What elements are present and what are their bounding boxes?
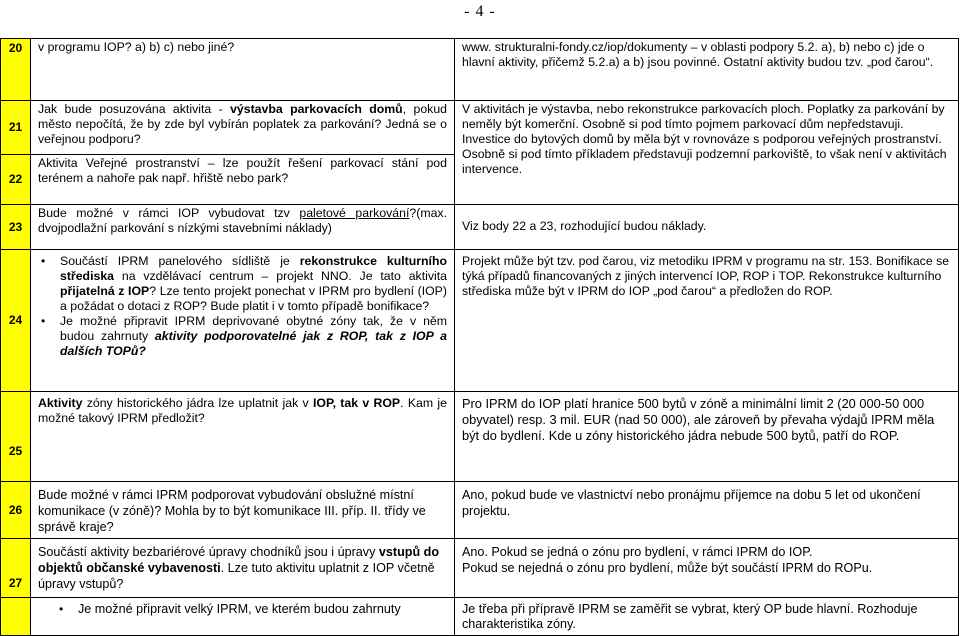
row-number: 25: [1, 392, 31, 482]
bullet-list: [38, 254, 447, 359]
question-emphasis: přijatelná z IOP: [60, 284, 150, 298]
answer-text: V aktivitách je výstavba, nebo rekonstrukce parkovacích ploch. Poplatky za parkování by neměly být komerční. Osobně si pod tímto pojmem parkovací dům nepředstavuji. Investice do bytových domů by měla být v rovnováze s podporou veřejných prostranství.: [462, 102, 945, 146]
question-cell: [31, 101, 455, 155]
answer-text: Ano. Pokud se jedná o zónu pro bydlení, v rámci IPRM do IOP.: [462, 545, 813, 559]
question-cell: [31, 205, 455, 250]
question-emphasis: vstupů do objektů občanské vybavenosti: [38, 545, 440, 575]
answer-cell: [455, 539, 959, 598]
answer-cell: [455, 250, 959, 392]
table-row: [1, 101, 959, 155]
question-emphasis: IOP, tak v ROP: [312, 396, 401, 410]
question-text: na vzdělávací centrum – projekt NNO. Je tato aktivita: [114, 269, 447, 283]
table-row: [1, 392, 959, 482]
answer-text: www. strukturalni-fondy.cz/iop/dokumenty – v oblasti podpory 5.2. a), b) nebo c) jde o hlavní aktivity, přičemž 5.2.a) a b) jsou povinné. Ostatní aktivity budou tzv. „pod čarou“.: [462, 40, 934, 69]
answer-text: Projekt může být tzv. pod čarou, viz metodiku IPRM v programu na str. 153. Bonifikace se týká případů financovaných z jiných intervencí IOP, ROP i TOP. Rekonstrukce kulturního střediska může být v IPRM do IOP „pod čarou“ a předložen do ROP.: [462, 254, 950, 298]
row-number: 24: [1, 250, 31, 392]
question-emphasis: výstavba parkovacích domů: [230, 102, 403, 116]
answer-text: Viz body 22 a 23, rozhodující budou náklady.: [462, 218, 707, 233]
answer-cell: [455, 482, 959, 539]
list-item: [60, 254, 447, 314]
question-text: Je možné připravit IPRM deprivované obytné zóny tak, že v něm budou zahrnuty: [60, 314, 447, 343]
table-row: [1, 205, 959, 250]
question-text: Aktivita Veřejné prostranství – lze použít řešení parkovací stání pod terénem a nahoře pak např. hřiště nebo park?: [38, 156, 447, 185]
list-item: [78, 602, 447, 617]
question-text: Jak bude posuzována aktivita -: [38, 102, 231, 116]
question-text: . Lze tuto aktivitu uplatnit z IOP včetně úpravy vstupů?: [38, 561, 435, 591]
row-number: 21: [1, 101, 31, 155]
question-text: Součástí IPRM panelového sídliště je: [60, 254, 300, 268]
answer-cell: [455, 598, 959, 636]
question-text: v programu IOP? a) b) c) nebo jiné?: [38, 40, 235, 54]
question-cell: [31, 39, 455, 101]
question-cell: [31, 539, 455, 598]
question-cell: [31, 392, 455, 482]
question-text: zóny historického jádra lze uplatnit jak v: [82, 396, 313, 410]
row-number: 23: [1, 205, 31, 250]
answer-cell: [455, 392, 959, 482]
row-number: 27: [1, 539, 31, 598]
row-number: [1, 598, 31, 636]
question-text: . Kam je možné takový IPRM předložit?: [38, 396, 448, 425]
question-cell: [31, 250, 455, 392]
question-text: , pokud město nepočítá, že by zde byl vybírán poplatek za parkování? Jedná se o veřejnou podporu?: [38, 102, 447, 146]
row-number: 22: [1, 155, 31, 205]
table-row: [1, 39, 959, 101]
row-number: 20: [1, 39, 31, 101]
table-row: [1, 250, 959, 392]
question-text: Bude možné v rámci IPRM podporovat vybudování obslužné místní komunikace (v zóně)? Mohla by to být komunikace III. příp. II. třídy ve správě kraje?: [38, 488, 426, 534]
answer-cell: [455, 39, 959, 101]
question-text: Je možné připravit velký IPRM, ve kterém budou zahrnuty: [78, 602, 401, 616]
table-row: [1, 539, 959, 598]
question-emphasis: aktivity podporovatelné jak z ROP, tak z IOP a dalších TOPů?: [60, 329, 447, 358]
answer-text: Ano, pokud bude ve vlastnictví nebo pronájmu příjemce na dobu 5 let od ukončení projektu.: [462, 488, 921, 518]
table-row: [1, 598, 959, 636]
row-number: 26: [1, 482, 31, 539]
table-row: [1, 482, 959, 539]
question-cell: [31, 482, 455, 539]
question-text: ? Lze tento projekt ponechat v IPRM pro bydlení (IOP) a požádat o dotaci z ROP? Bude platit i v tomto případě bonifikace?: [60, 284, 447, 313]
question-underlined: paletové parkování: [299, 206, 410, 220]
question-text: Bude možné v rámci IOP vybudovat tzv: [38, 206, 300, 220]
answer-cell: [455, 205, 959, 250]
question-cell: [31, 598, 455, 636]
question-emphasis: rekonstrukce kulturního střediska: [60, 254, 447, 283]
question-emphasis: Aktivity: [38, 396, 83, 410]
faq-table: [0, 38, 959, 636]
answer-cell: [455, 101, 959, 205]
question-text: ?(max. dvojpodlažní parkování s nízkými stavebními náklady): [38, 206, 447, 235]
list-item: [60, 314, 447, 359]
bullet-list: [38, 602, 447, 617]
answer-text: Je třeba při přípravě IPRM se zaměřit se vybrat, který OP bude hlavní. Rozhoduje charakteristika zóny.: [462, 602, 918, 631]
question-text: Součástí aktivity bezbariérové úpravy chodníků jsou i úpravy: [38, 545, 379, 559]
answer-text: Pro IPRM do IOP platí hranice 500 bytů v zóně a minimální limit 2 (20 000-50 000 obyvatel) resp. 3 mil. EUR (nad 50 000), ale zároveň by převaha výdajů IPRM měla být do bydlení. Kde u zóny historického jádra nebude 500 bytů, patří do ROP.: [462, 396, 935, 443]
page-number: - 4 -: [464, 3, 496, 20]
question-cell: [31, 155, 455, 205]
answer-text: Pokud se nejedná o zónu pro bydlení, může být součástí IPRM do ROPu.: [462, 561, 873, 575]
answer-text: Osobně si pod tímto příkladem představuji podzemní parkoviště, to však není v aktivitách intervence.: [462, 147, 947, 176]
